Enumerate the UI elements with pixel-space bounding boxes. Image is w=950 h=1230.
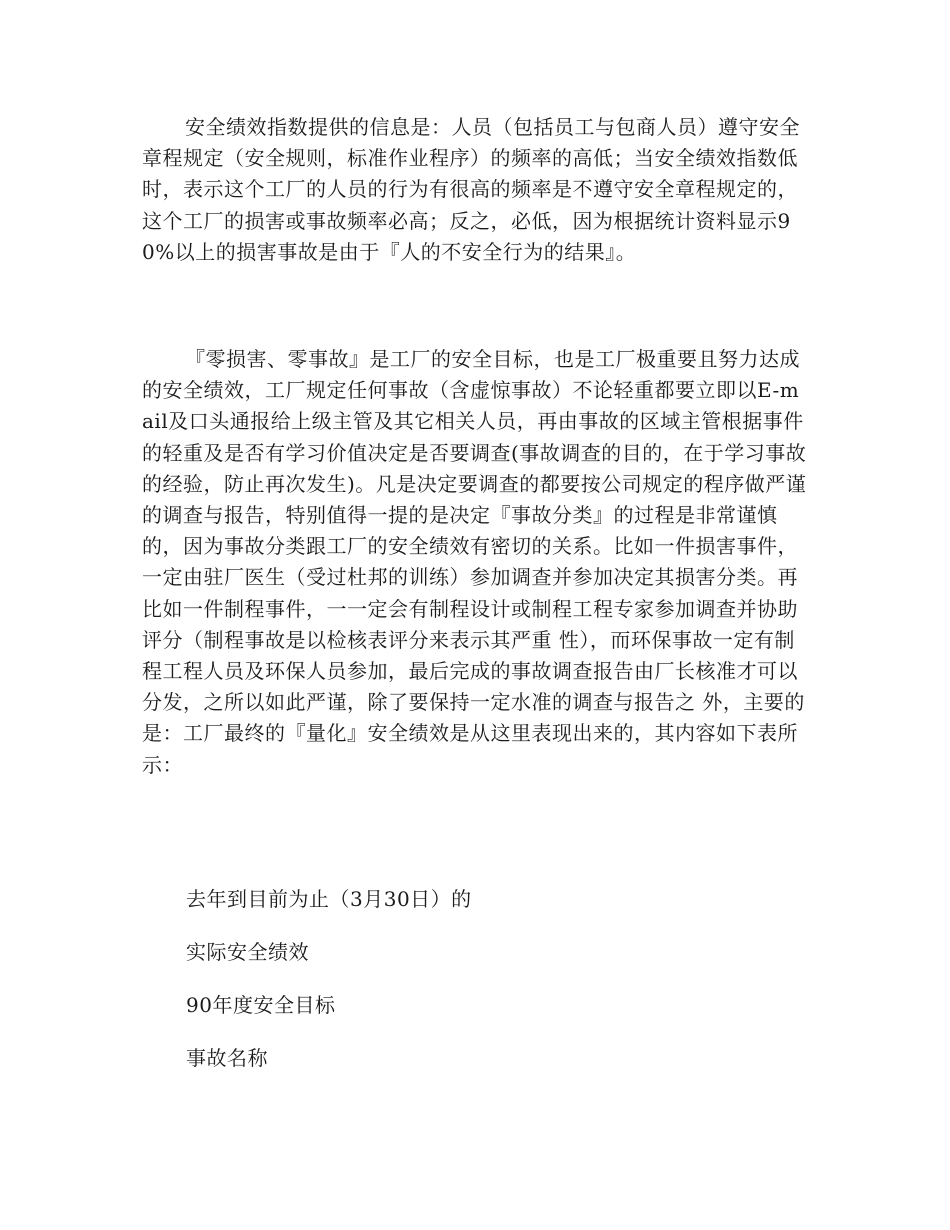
table-caption-accident-name: 事故名称 — [186, 1046, 268, 1070]
table-caption-actual-performance: 实际安全绩效 — [186, 940, 309, 964]
table-caption-annual-target: 90年度安全目标 — [186, 993, 336, 1017]
paragraph-zero-accident: 『零损害、零事故』是工厂的安全目标，也是工厂极重要且努力达成的安全绩效，工厂规定任何事故（含虚惊事故）不论轻重都要立即以E-mail及口头通报给上级主管及其它相关人员，再由事故的区域主管根据事件的轻重及是否有学习价值决定是否要调查(事故调查的目的，在于学习事故的经验，防止再次发生)。凡是决定要调查的都要按公司规定的程序做严谨的调查与报告，特别值得一提的是决定『事故分类』的过程是非常谨慎的，因为事故分类跟工厂的安全绩效有密切的关系。比如一件损害事件，一定由驻厂医生（受过杜邦的训练）参加调查并参加决定其损害分类。再比如一件制程事件，一一定会有制程设计或制程工程专家参加调查并协助评分（制程事故是以检核表评分来表示其严重 性），而环保事故一定有制程工程人员及环保人员参加，最后完成的事故调查报告由厂长核准才可以分发，之所以如此严谨，除了要保持一定水准的调查与报告之 外，主要的是：工厂最终的『量化』安全绩效是从这里表现出来的，其内容如下表所示： — [142, 347, 807, 777]
paragraph-safety-index: 安全绩效指数提供的信息是：人员（包括员工与包商人员）遵守安全章程规定（安全规则，标准作业程序）的频率的高低；当安全绩效指数低时，表示这个工厂的人员的行为有很高的频率是不遵守安全章程规定的，这个工厂的损害或事故频率必高；反之，必低，因为根据统计资料显示90%以上的损害事故是由于『人的不安全行为的结果』。 — [142, 115, 800, 264]
table-caption-period: 去年到目前为止（3月30日）的 — [186, 887, 472, 911]
